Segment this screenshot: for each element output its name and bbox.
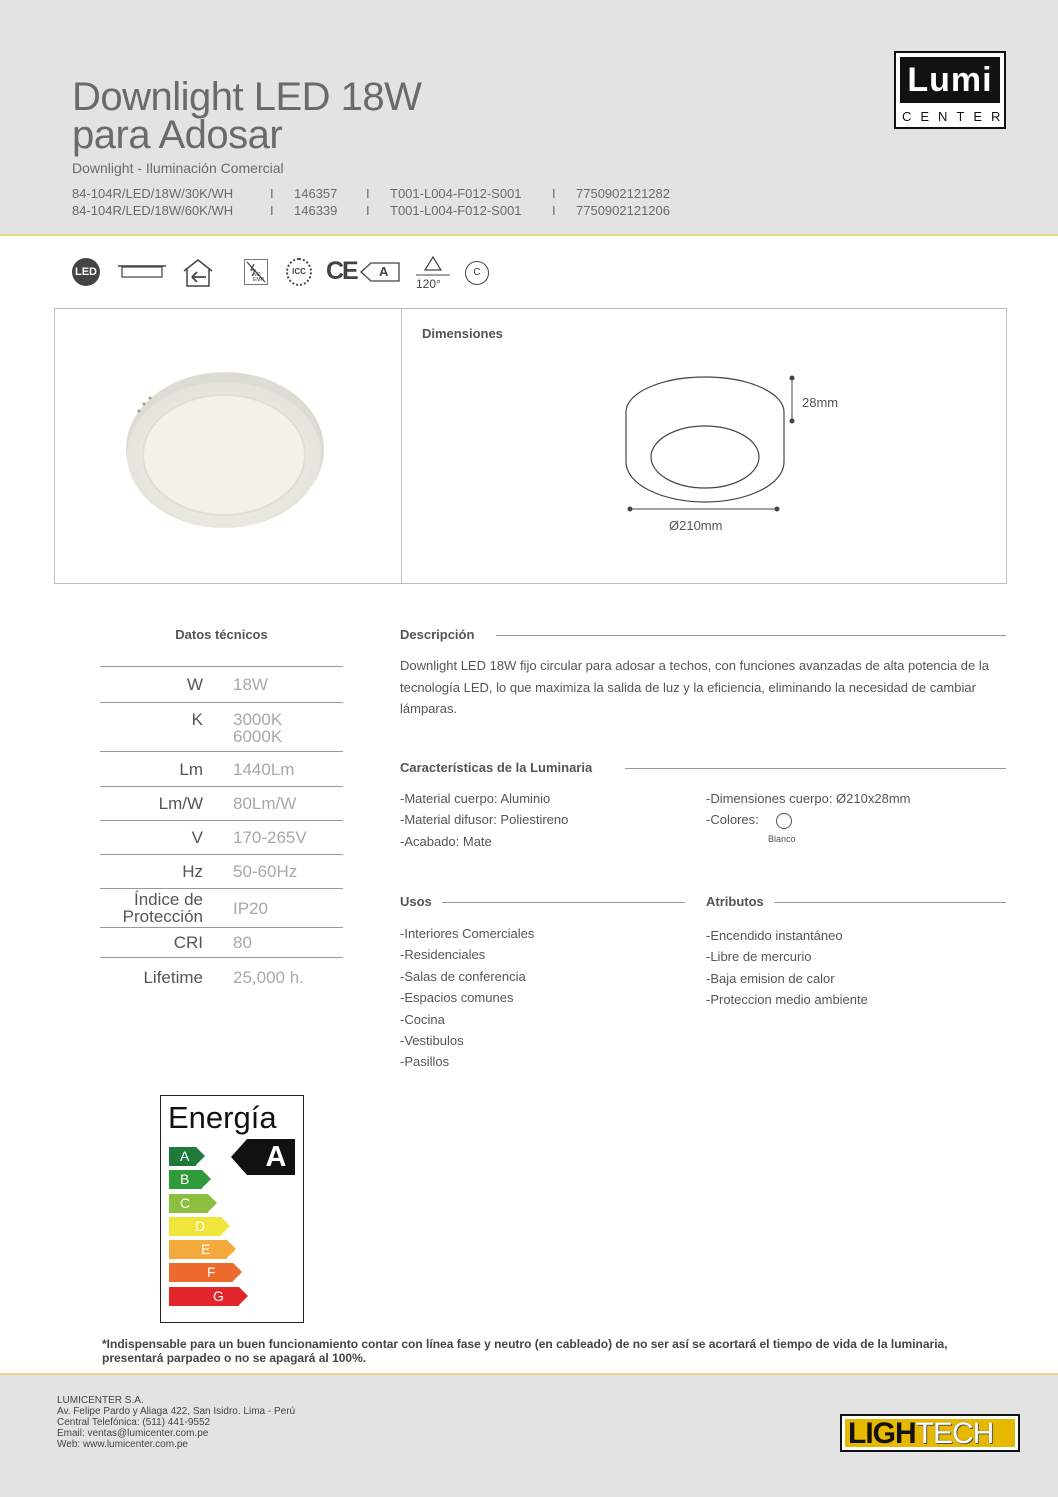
tech-key: Lm/W — [158, 794, 203, 813]
list-item: -Colores: — [706, 812, 759, 828]
tech-key-line1: Índice de — [134, 890, 203, 909]
atributos-list — [706, 925, 868, 1011]
list-item: -Pasillos — [400, 1054, 450, 1070]
list-item: -Residenciales — [400, 947, 486, 963]
atributos-title: Atributos — [706, 894, 774, 909]
energy-class-a: A — [169, 1147, 196, 1166]
tech-value-3000k: 3000K — [233, 710, 283, 729]
web-line: Web: www.lumicenter.com.pe — [57, 1439, 188, 1450]
product-ean: 7750902121282 — [576, 186, 670, 201]
led-icon: LED — [72, 258, 100, 286]
logo-wordmark: Lumi — [900, 57, 1000, 103]
tech-value: 80 — [233, 933, 252, 952]
tech-key: Lifetime — [143, 967, 203, 987]
tech-row-lifetime — [100, 958, 343, 996]
tech-key: V — [191, 828, 203, 847]
separator: I — [552, 186, 556, 201]
tech-row-k — [100, 703, 343, 752]
usos-title: Usos — [400, 894, 442, 909]
tech-value: IP20 — [233, 898, 268, 918]
dimension-drawing — [621, 371, 801, 521]
energy-title: Energía — [168, 1100, 277, 1135]
tech-row-lmw — [100, 787, 343, 821]
energy-class-f: F — [169, 1263, 233, 1282]
list-item: -Material cuerpo: Aluminio — [400, 791, 551, 806]
box-divider — [401, 309, 402, 583]
section-divider — [625, 768, 1006, 769]
icc-icon: ICC — [286, 258, 312, 286]
product-ean: 7750902121206 — [576, 203, 670, 218]
tech-row-w — [100, 667, 343, 703]
tech-key: Hz — [182, 862, 203, 881]
beam-angle-icon — [414, 256, 452, 278]
separator: I — [270, 203, 274, 218]
usos-list — [400, 923, 534, 1073]
color-swatch-white — [776, 813, 792, 829]
section-divider — [440, 902, 685, 903]
product-number: 146357 — [294, 186, 338, 201]
class-c-icon: C — [465, 261, 489, 285]
diameter-dimension-label: Ø210mm — [669, 518, 723, 533]
energy-a-icon — [360, 262, 400, 282]
energy-class-e: E — [169, 1240, 227, 1259]
surface-mount-icon — [118, 264, 166, 280]
tech-value: 18W — [233, 675, 268, 694]
separator: I — [552, 203, 556, 218]
tech-key — [100, 891, 203, 925]
logo-subtext: CENTER — [902, 109, 1010, 124]
tech-key: Lm — [179, 759, 203, 779]
features-title: Características de la Luminaria — [400, 760, 602, 775]
tech-key-line2: Protección — [122, 907, 203, 926]
tech-data-table — [100, 666, 343, 996]
list-item: -Salas de conferencia — [400, 968, 526, 984]
lightech-part-b: TECH — [915, 1417, 994, 1450]
tech-row-hz — [100, 855, 343, 889]
company-address — [57, 1395, 295, 1450]
product-code: T001-L004-F012-S001 — [390, 186, 522, 201]
list-item: -Libre de mercurio — [706, 949, 812, 965]
product-reference: 84-104R/LED/18W/60K/WH — [72, 203, 234, 218]
list-item: -Baja emision de calor — [706, 970, 835, 986]
product-image-box — [54, 308, 1007, 584]
color-swatch-label: Blanco — [768, 834, 796, 844]
energy-a-label: A — [379, 264, 389, 279]
tech-key: K — [191, 710, 203, 729]
energy-rating-arrow: A — [247, 1139, 295, 1175]
lightech-part-a: LIGH — [848, 1417, 916, 1450]
no-emr-icon — [244, 259, 268, 285]
code-row — [72, 202, 670, 219]
lightech-wordmark — [845, 1417, 1015, 1450]
tech-value: 25,000 h. — [233, 967, 304, 987]
tech-row-v — [100, 821, 343, 855]
phone-line: Central Telefónica: (511) 441-9552 — [57, 1417, 211, 1428]
tech-value-6000k: 6000K — [233, 727, 283, 746]
page-title — [72, 75, 422, 157]
product-reference: 84-104R/LED/18W/30K/WH — [72, 186, 234, 201]
list-item: -Vestibulos — [400, 1033, 464, 1049]
tech-value: 80Lm/W — [233, 794, 297, 813]
tech-data-title: Datos técnicos — [175, 627, 268, 642]
energy-class-g: G — [169, 1287, 239, 1306]
tech-row-ip — [100, 889, 343, 928]
tech-value: 50-60Hz — [233, 862, 298, 881]
lightech-logo — [840, 1414, 1020, 1452]
list-item: -Encendido instantáneo — [706, 928, 843, 943]
list-item: -Cocina — [400, 1011, 445, 1027]
title-line-2: para Adosar — [72, 113, 283, 157]
title-line-1: Downlight LED 18W — [72, 75, 422, 119]
description-title: Descripción — [400, 627, 484, 642]
tech-value — [203, 711, 282, 745]
list-item: -Dimensiones cuerpo: Ø210x28mm — [706, 791, 911, 806]
section-divider — [770, 902, 1006, 903]
tech-key: W — [186, 675, 203, 694]
separator: I — [366, 203, 370, 218]
product-codes — [72, 185, 670, 219]
no-emr-label: NO EMR — [253, 272, 265, 283]
separator: I — [270, 186, 274, 201]
list-item: -Material difusor: Poliestireno — [400, 812, 569, 828]
installation-note: *Indispensable para un buen funcionamiento contar con línea fase y neutro (en cableado) de no ser así se acortará el tiempo de vida de la luminaria, presentará parpadeo o no se apagará al 100%. — [102, 1337, 948, 1365]
product-number: 146339 — [294, 203, 338, 218]
ce-icon: CE — [326, 257, 357, 285]
list-item: -Proteccion medio ambiente — [706, 992, 868, 1008]
tech-row-cri — [100, 928, 343, 958]
list-item: -Acabado: Mate — [400, 833, 492, 849]
description-text: Downlight LED 18W fijo circular para adosar a techos, con funciones avanzadas de alta potencia de la tecnología LED, lo que maximiza la salida de luz y la eficiencia, eliminando la necesidad de cambiar lámparas. — [400, 658, 989, 716]
list-item: -Interiores Comerciales — [400, 926, 535, 941]
energy-label — [160, 1095, 304, 1323]
footer — [0, 1373, 1058, 1497]
email-line: Email: ventas@lumicenter.com.pe — [57, 1428, 209, 1439]
tech-value: 170-265V — [233, 828, 307, 847]
downlight-photo — [115, 371, 335, 531]
tech-value: 1440Lm — [233, 759, 295, 779]
dimensions-title: Dimensiones — [422, 326, 503, 341]
features-list-left — [400, 788, 568, 852]
tech-row-lm — [100, 752, 343, 787]
energy-class-b: B — [169, 1170, 202, 1189]
features-list-right — [706, 788, 910, 831]
height-dimension-label: 28mm — [802, 395, 839, 410]
code-row — [72, 185, 670, 202]
company-name: LUMICENTER S.A. — [57, 1395, 144, 1406]
section-divider — [496, 635, 1006, 636]
header — [0, 0, 1058, 236]
energy-class-c: C — [169, 1194, 208, 1213]
address-line: Av. Felipe Pardo y Aliaga 422, San Isidro. Lima - Perú — [57, 1406, 296, 1417]
beam-angle-label: 120° — [416, 277, 441, 291]
separator: I — [366, 186, 370, 201]
lumicenter-logo — [894, 51, 1010, 129]
indoor-icon — [180, 258, 216, 288]
page-subtitle: Downlight - Iluminación Comercial — [72, 160, 284, 176]
list-item: -Espacios comunes — [400, 990, 514, 1006]
energy-class-d: D — [169, 1217, 221, 1236]
product-code: T001-L004-F012-S001 — [390, 203, 522, 218]
tech-key: CRI — [173, 933, 203, 952]
